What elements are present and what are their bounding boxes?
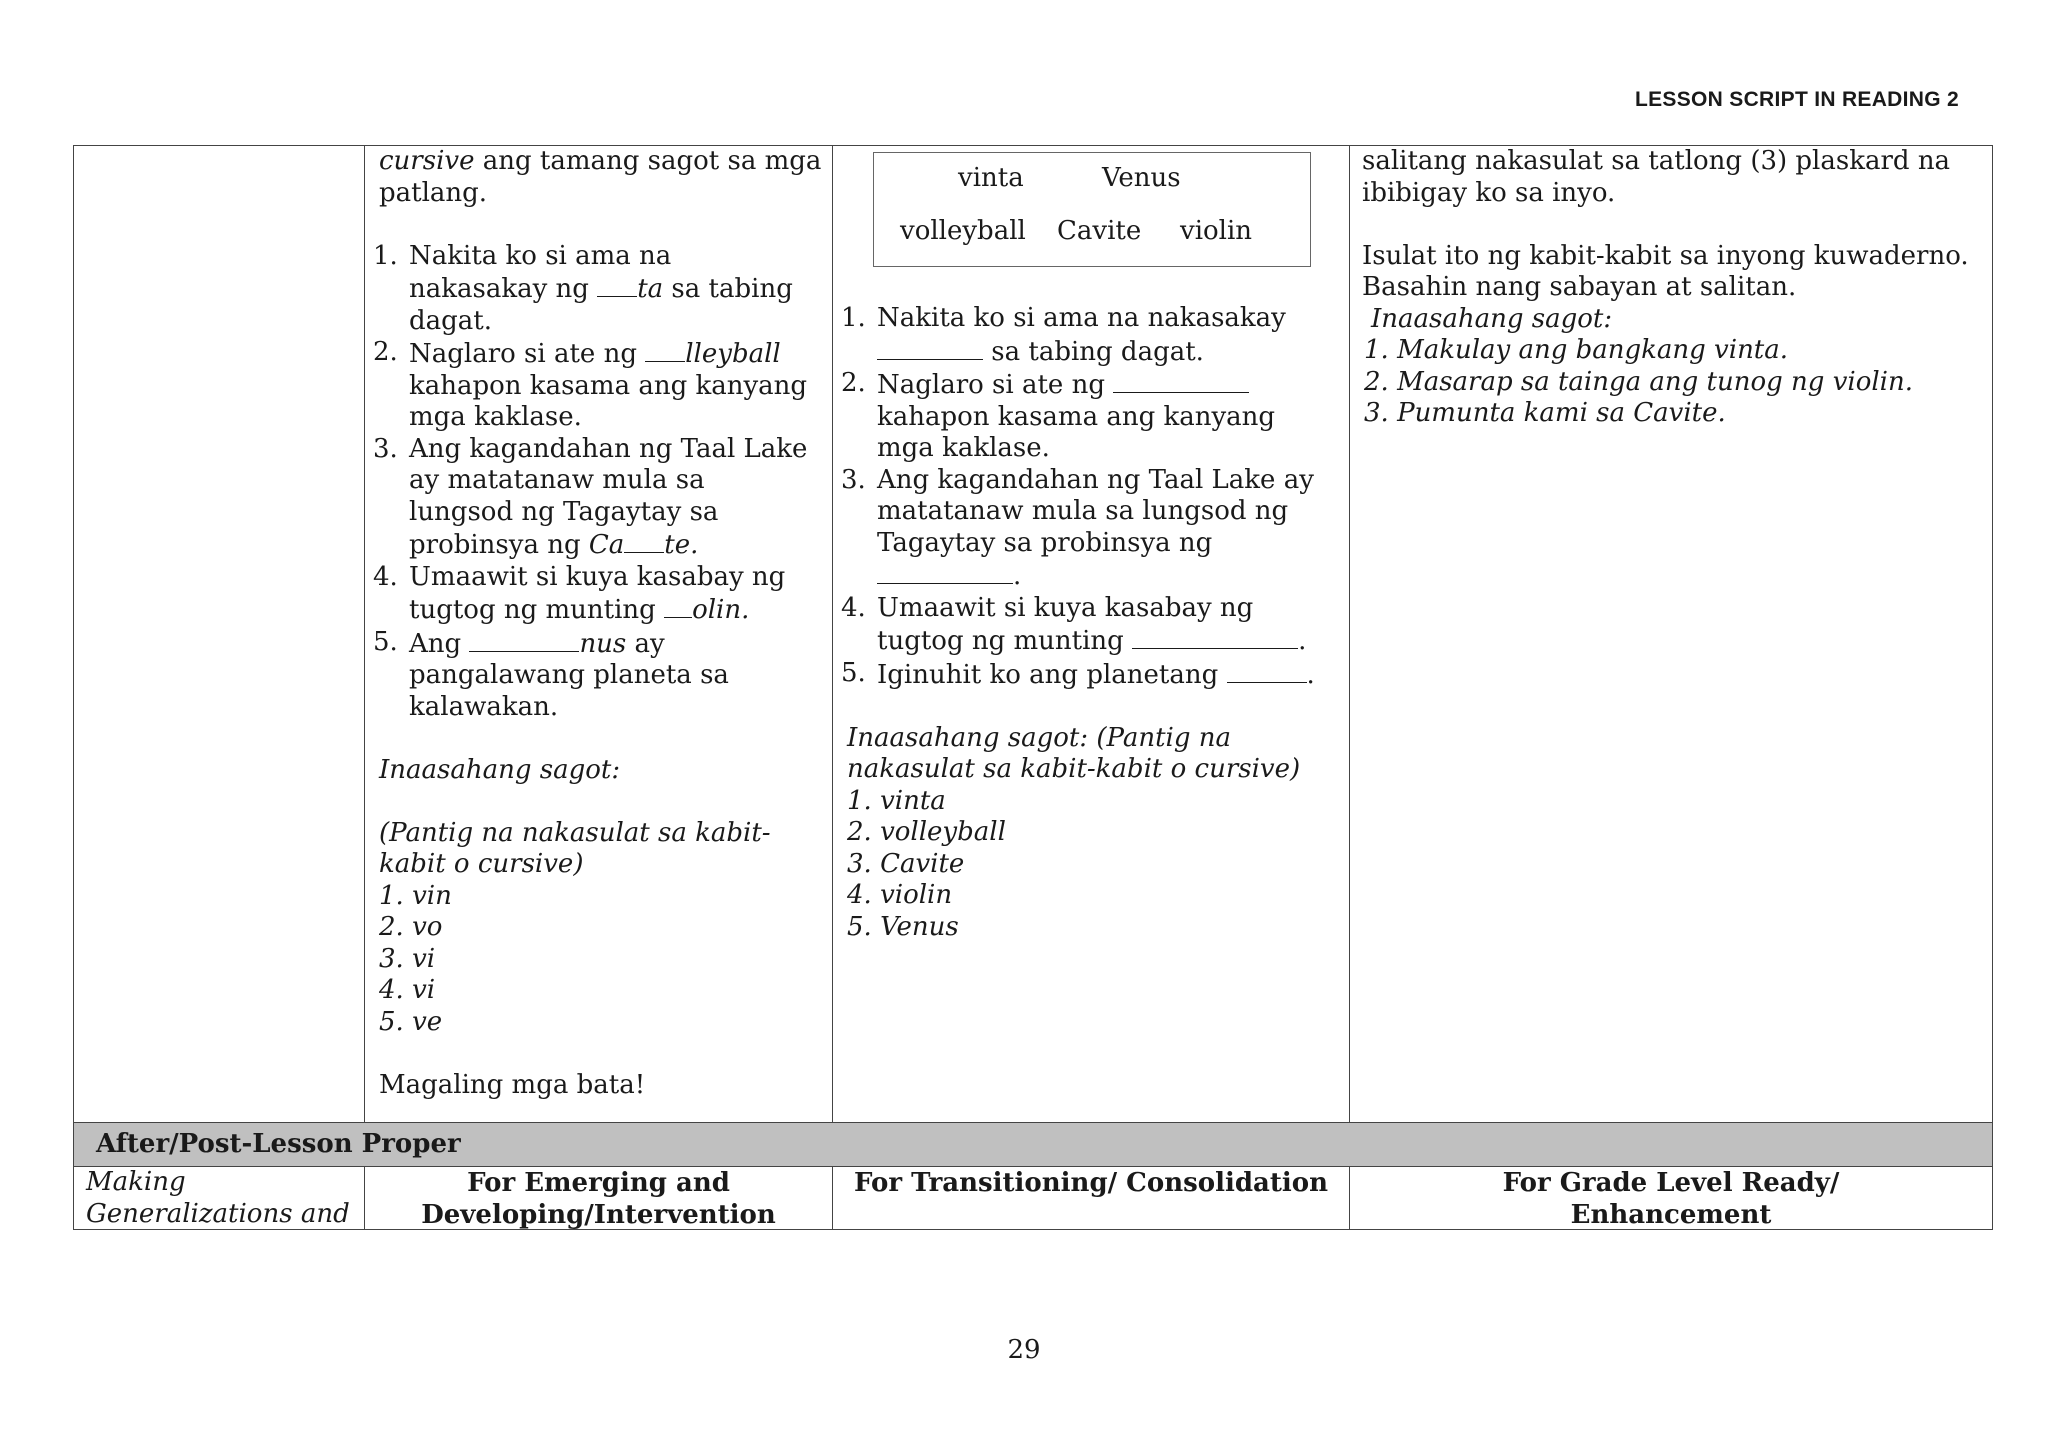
table-cell-grade-level-ready (1349, 145, 1993, 1123)
table-cell-empty (73, 145, 365, 1123)
closing-remark: Magaling mga bata! (379, 1069, 646, 1100)
intro-text: ang tamang sagot sa mga (474, 146, 822, 176)
word-bank-word: Venus (1102, 163, 1181, 193)
word-bank-word: vinta (958, 163, 1024, 193)
lesson-table (73, 145, 1993, 1230)
grade-level-content: salitang nakasulat sa tatlong (3) plaskard na ibibigay ko sa inyo. Isulat ito ng kabit-kabit sa inyong kuwaderno. Basahin nang sabayan at salitan. Inaasahang sagot: 1. Makulay ang bangkang vinta. 2. Masarap sa tainga ang tunog ng violin. 3. Pumunta kami sa Cavite. (1362, 146, 1986, 430)
answer-item: 3. Pumunta kami sa Cavite. (1364, 398, 1726, 428)
answer-blank (469, 627, 579, 652)
answer-blank (1113, 368, 1249, 393)
answer-blank (1227, 658, 1307, 683)
answer-blank (645, 337, 685, 362)
section-header-row (73, 1122, 1993, 1167)
answer-item: 1. Makulay ang bangkang vinta. (1364, 335, 1789, 365)
answer-item: 4. violin (847, 880, 953, 910)
answer-blank (877, 559, 1013, 584)
answer-blank (624, 528, 664, 553)
list-item: 5. Iginuhit ko ang planetang . (841, 657, 1315, 690)
answer-item: 5. ve (379, 1006, 443, 1037)
column-header-transitioning: For Transitioning/ Consolidation (832, 1166, 1350, 1230)
emerging-content: cursive ang tamang sagot sa mga patlang. 1. Nakita ko si ama na nakasakay ng ta sa tabing dagat. 2. Naglaro si ate ng lleyball kahapon kasama ang kanyang mga kaklase. 3. Ang kagandahan ng Taal Lake ay matatanaw mula sa lungsod ng Tagaytay sa probinsya ng Ca te. 4. Umaawit si kuya kasabay ng tugtog ng munting olin. 5. Ang nus ay pangalawang planeta sa kalawakan. Inaasahang sagot: (Pantig na nakasulat sa kabit- kabit o cursive) 1. vin 2. vo 3. vi 4. vi 5. ve Magaling mga bata! (379, 146, 827, 1101)
table-cell-transitioning (832, 145, 1350, 1123)
answer-blank (597, 272, 637, 297)
expected-answer-label: Inaasahang sagot: (1371, 303, 1613, 334)
list-item: 3. Ang kagandahan ng Taal Lake ay matatanaw mula sa lungsod ng Tagaytay sa probinsya ng Ca te. (373, 433, 808, 560)
answer-blank (877, 335, 983, 360)
page-number: 29 (1007, 1335, 1041, 1365)
list-item: 3. Ang kagandahan ng Taal Lake ay matatanaw mula sa lungsod ng Tagaytay sa probinsya ng . (841, 464, 1314, 591)
answer-item: 2. Masarap sa tainga ang tunog ng violin. (1364, 366, 1914, 397)
column-header-emerging: For Emerging and Developing/Intervention (364, 1166, 833, 1230)
expected-answer-label: Inaasahang sagot: (Pantig na (847, 722, 1232, 753)
answer-item: 1. vinta (847, 785, 946, 816)
list-item: 1. Nakita ko si ama na nakasakay ng ta sa tabing dagat. (373, 240, 793, 336)
answer-item: 4. vi (379, 975, 436, 1005)
table-cell-activity-name: Making Generalizations and (73, 1166, 365, 1230)
answer-item: 3. vi (379, 943, 436, 974)
column-header-grade-level: For Grade Level Ready/ Enhancement (1349, 1166, 1993, 1230)
word-bank-word: Cavite (1057, 216, 1142, 246)
intro-text-2: patlang. (379, 177, 488, 208)
list-item: 2. Naglaro si ate ng lleyball kahapon kasama ang kanyang mga kaklase. (373, 337, 808, 432)
table-cell-emerging (364, 145, 833, 1123)
page-header-title: LESSON SCRIPT IN READING 2 (1634, 88, 1959, 111)
expected-answer-label: Inaasahang sagot: (379, 754, 621, 785)
list-item: 4. Umaawit si kuya kasabay ng tugtog ng munting . (841, 592, 1307, 656)
word-bank-word: violin (1180, 216, 1253, 246)
answer-item: 1. vin (379, 880, 452, 911)
list-item: 1. Nakita ko si ama na nakasakay sa tabing dagat. (841, 303, 1286, 367)
list-item: 2. Naglaro si ate ng kahapon kasama ang kanyang mga kaklase. (841, 368, 1276, 463)
list-item: 4. Umaawit si kuya kasabay ng tugtog ng munting olin. (373, 561, 786, 625)
answer-item: 5. Venus (847, 911, 959, 942)
exercise-list (841, 303, 1341, 691)
answer-item: 3. Cavite (847, 848, 965, 879)
answer-blank (1132, 624, 1298, 649)
section-title: After/Post-Lesson Proper (96, 1129, 461, 1159)
word-bank-word: volleyball (900, 216, 1026, 246)
transitioning-content: 1. Nakita ko si ama na nakasakay sa tabing dagat. 2. Naglaro si ate ng kahapon kasama ang kanyang mga kaklase. 3. Ang kagandahan ng Taal Lake ay matatanaw mula sa lungsod ng Tagaytay sa probinsya ng . 4. Umaawit si kuya kasabay ng tugtog ng munting . 5. Iginuhit ko ang planetang . Inaasahang sagot: (Pantig na nakasulat sa kabit-kabit o cursive) 1. vinta 2. volleyball 3. Cavite 4. violin 5. Venus (841, 303, 1341, 943)
word-bank-box (873, 152, 1311, 267)
exercise-list (373, 241, 827, 724)
answer-item: 2. vo (379, 912, 443, 942)
intro-italic: cursive (379, 146, 475, 176)
answer-blank (664, 593, 692, 618)
answer-item: 2. volleyball (847, 817, 1006, 847)
list-item: 5. Ang nus ay pangalawang planeta sa kalawakan. (373, 626, 729, 722)
